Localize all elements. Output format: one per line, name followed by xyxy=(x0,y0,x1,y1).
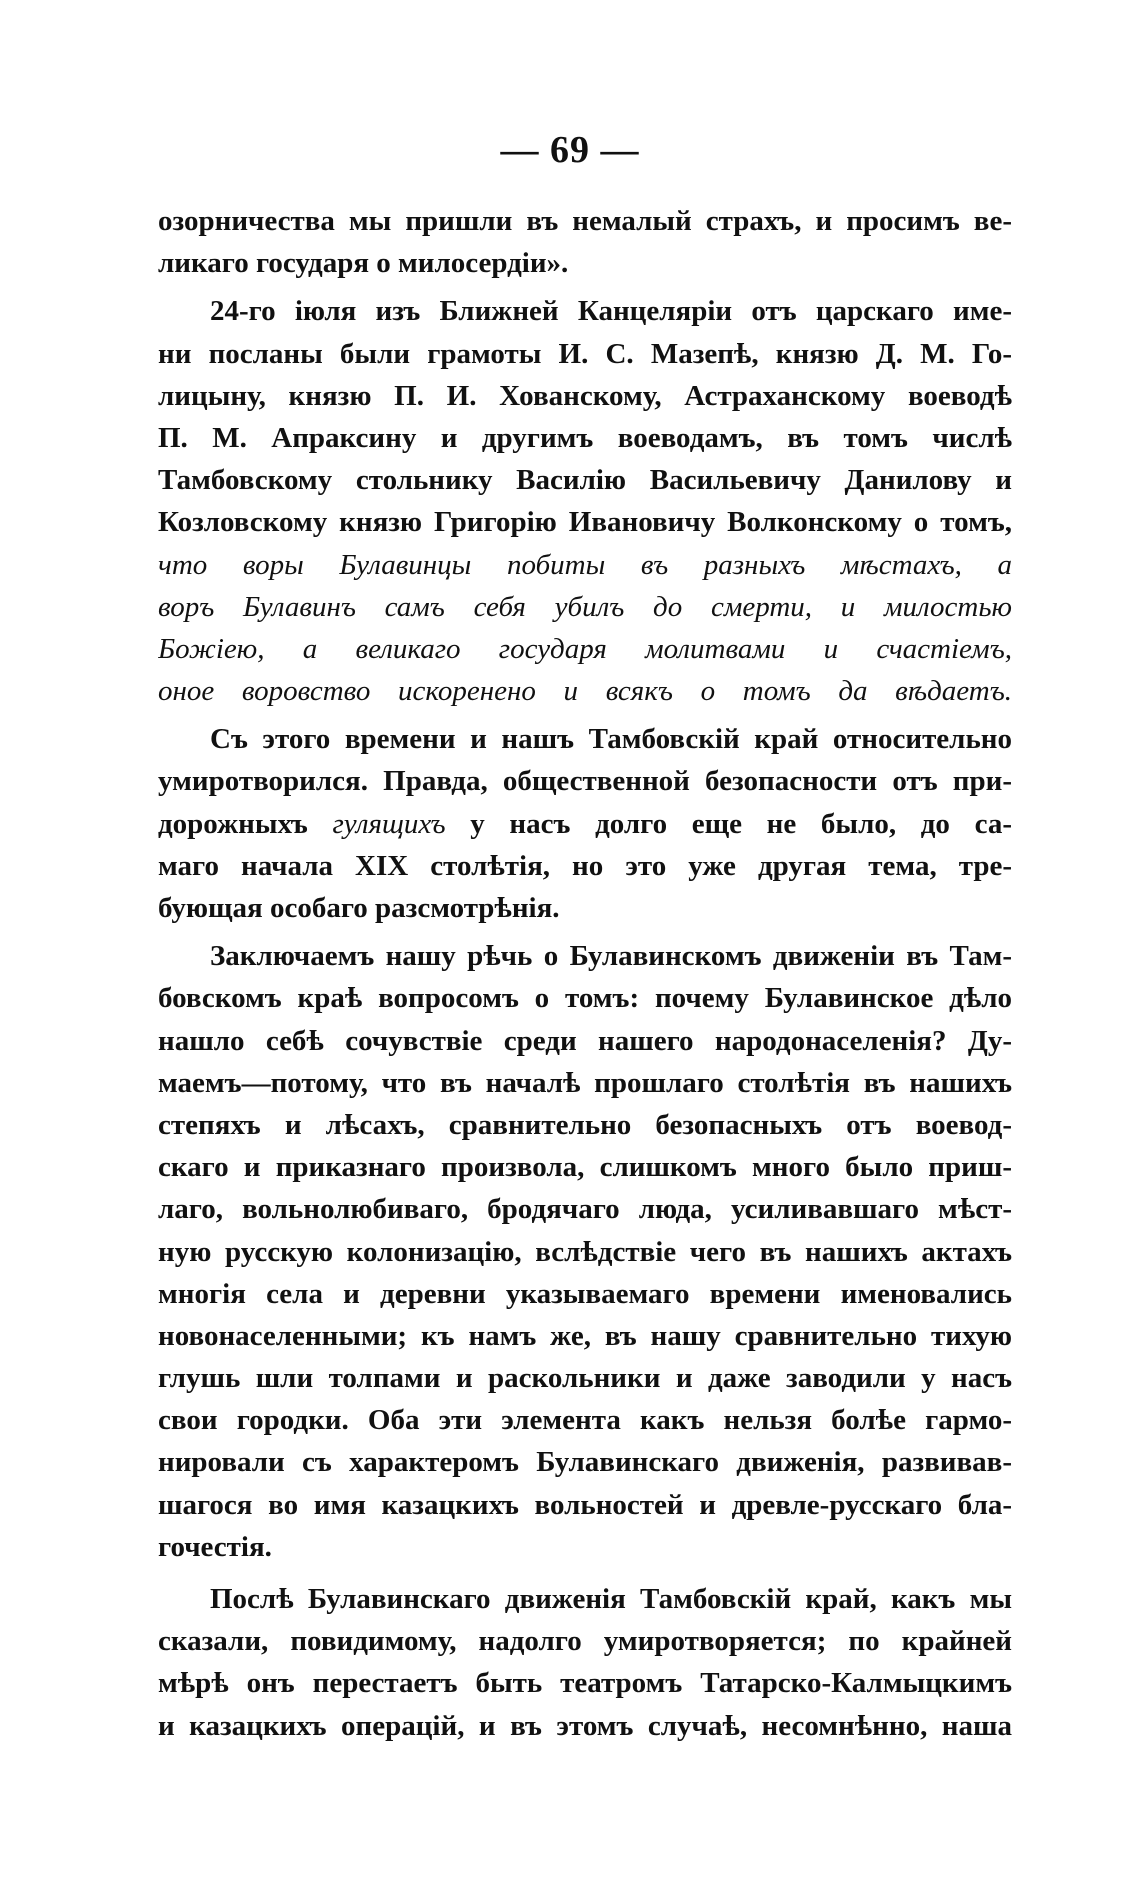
page-number: — 69 — xyxy=(500,129,640,171)
page-text xyxy=(158,200,1012,1747)
text-line: свои городки. Оба эти элемента какъ нельзя болѣе гармо- xyxy=(158,1404,1012,1437)
text-line: глушь шли толпами и раскольники и даже заводили у насъ xyxy=(158,1362,1012,1395)
text-line: маго начала XIX столѣтія, но это уже другая тема, тре- xyxy=(158,849,1012,882)
text-line: ную русскую колонизацію, вслѣдствіе чего въ нашихъ актахъ xyxy=(158,1235,1012,1268)
text-line: лицыну, князю П. И. Хованскому, Астраханскому воеводѣ xyxy=(158,379,1012,412)
paragraph-3 xyxy=(158,718,1012,929)
text-line: и казацкихъ операцій, и въ этомъ случаѣ, несомнѣнно, наша xyxy=(158,1709,1012,1742)
text-line: гочестія. xyxy=(158,1530,272,1563)
text-line: шагося во имя казацкихъ вольностей и древле-русскаго бла- xyxy=(158,1488,1012,1521)
italic-text-line: что воры Булавинцы побиты въ разныхъ мѣстахъ, а xyxy=(158,548,1012,581)
text-line: Съ этого времени и нашъ Тамбовскій край относительно xyxy=(210,723,1012,756)
text-fragment: дорожныхъ xyxy=(158,807,333,840)
paragraph-2 xyxy=(158,290,1012,712)
text-fragment: у насъ долго еще не было, до са- xyxy=(445,807,1012,840)
text-line: бовскомъ краѣ вопросомъ о томъ: почему Булавинское дѣло xyxy=(158,982,1012,1015)
paragraph-1 xyxy=(158,200,1012,284)
text-line: сказали, повидимому, надолго умиротворяется; по крайней xyxy=(158,1625,1012,1658)
text-line: нашло себѣ сочувствіе среди нашего народонаселенія? Ду- xyxy=(158,1024,1012,1057)
text-line: Тамбовскому стольнику Василію Васильевичу Данилову и xyxy=(158,464,1012,497)
text-line: П. М. Апраксину и другимъ воеводамъ, въ томъ числѣ xyxy=(158,421,1012,454)
italic-word: гулящихъ xyxy=(332,807,446,840)
text-line: скаго и приказнаго произвола, слишкомъ много было приш- xyxy=(158,1151,1012,1184)
italic-text-line: воръ Булавинъ самъ себя убилъ до смерти, и милостью xyxy=(158,590,1012,623)
text-line: Заключаемъ нашу рѣчь о Булавинскомъ движеніи въ Там- xyxy=(210,940,1012,973)
text-line: Козловскому князю Григорію Ивановичу Волконскому о томъ, xyxy=(158,506,1012,539)
text-line: ни посланы были грамоты И. С. Мазепѣ, князю Д. М. Го- xyxy=(158,337,1012,370)
text-line: ликаго государя о милосердіи». xyxy=(158,247,569,280)
paragraph-4 xyxy=(158,935,1012,1568)
text-line: умиротворился. Правда, общественной безопасности отъ при- xyxy=(158,765,1012,798)
text-line: 24-го іюля изъ Ближней Канцеляріи отъ царскаго име- xyxy=(210,295,1012,328)
paragraph-5 xyxy=(158,1578,1012,1747)
text-line: маемъ—потому, что въ началѣ прошлаго столѣтія въ нашихъ xyxy=(158,1066,1012,1099)
text-line: степяхъ и лѣсахъ, сравнительно безопасныхъ отъ воевод- xyxy=(158,1108,1012,1141)
text-line: Послѣ Булавинскаго движенія Тамбовскій край, какъ мы xyxy=(210,1583,1012,1615)
text-line: лаго, вольнолюбиваго, бродячаго люда, усиливавшаго мѣст- xyxy=(158,1193,1012,1226)
mixed-text-line xyxy=(158,803,1012,845)
italic-text-line: Божіею, а великаго государя молитвами и счастіемъ, xyxy=(158,632,1012,665)
text-line: многія села и деревни указываемаго времени именовались xyxy=(158,1277,1012,1310)
text-line: озорничества мы пришли въ немалый страхъ, и просимъ ве- xyxy=(158,205,1012,237)
text-line: мѣрѣ онъ перестаетъ быть театромъ Татарско-Калмыцкимъ xyxy=(158,1667,1012,1700)
text-line: новонаселенными; къ намъ же, въ нашу сравнительно тихую xyxy=(158,1319,1012,1352)
italic-text-line: оное воровство искоренено и всякъ о томъ да вѣдаетъ. xyxy=(158,675,1012,708)
text-line: нировали съ характеромъ Булавинскаго движенія, развивав- xyxy=(158,1446,1012,1479)
text-line: бующая особаго разсмотрѣнія. xyxy=(158,892,560,924)
